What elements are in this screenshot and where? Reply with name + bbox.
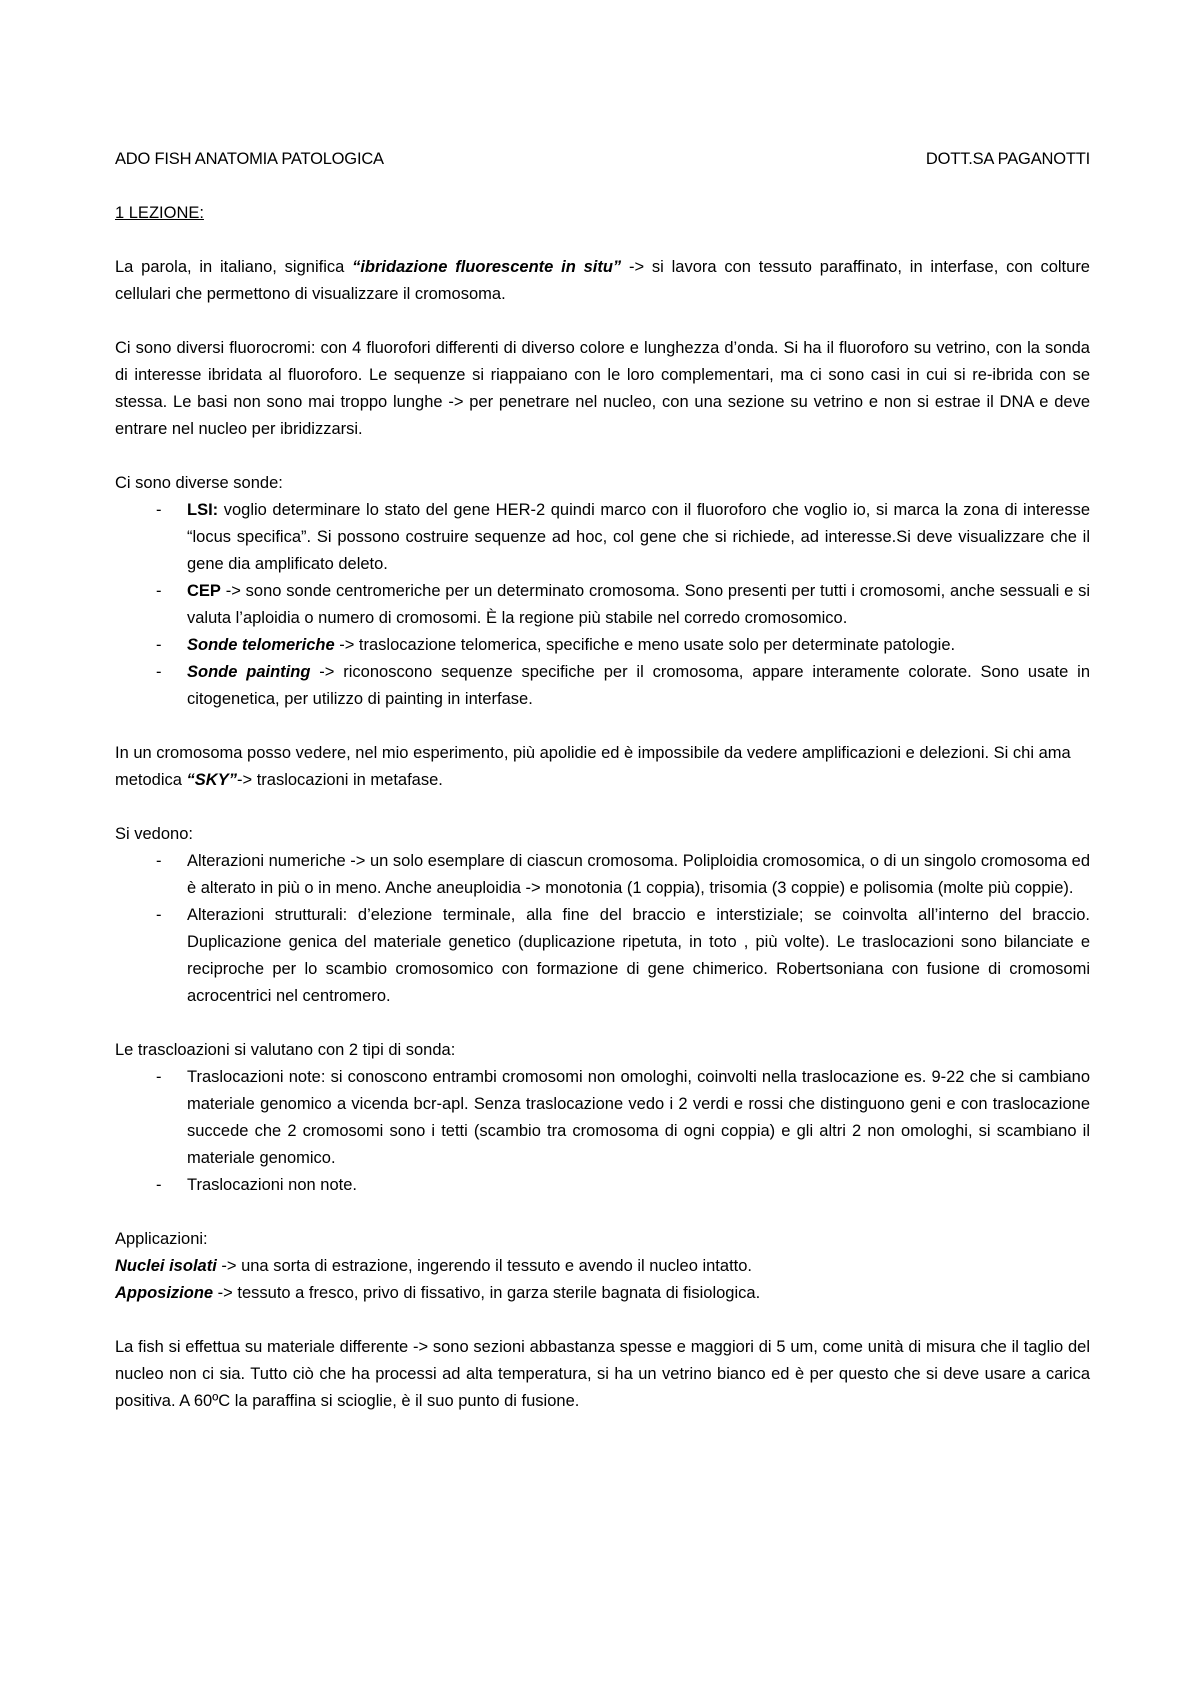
item-term: LSI: (187, 501, 219, 519)
list-item (115, 578, 1090, 632)
applicazione-line (115, 1280, 1090, 1307)
item-text: -> traslocazione telomerica, specifiche e meno usate solo per determinate patologie. (334, 636, 956, 654)
item-term: Apposizione (115, 1284, 214, 1302)
paragraph-intro (115, 254, 1090, 308)
item-term: Sonde telomeriche (187, 636, 335, 654)
course-title: ADO FISH ANATOMIA PATOLOGICA (115, 150, 384, 168)
emphasis-term: “ibridazione fluorescente in situ” (352, 258, 622, 276)
text-run: -> traslocazioni in metafase. (236, 771, 443, 789)
item-text: voglio determinare lo stato del gene HER-2 quindi marco con il fluoroforo che voglio io, si marca la zona di interesse “locus specifica”. Si possono costruire sequenze ad hoc, col gene che si richiede, ad interesse.Si deve visualizzare che il gene dia amplificato deleto. (187, 501, 1090, 573)
item-text: -> una sorta di estrazione, ingerendo il tessuto e avendo il nucleo intatto. (216, 1257, 752, 1275)
traslocazioni-list (115, 1064, 1090, 1199)
section-traslocazioni (115, 1037, 1090, 1199)
document-header (115, 146, 1090, 173)
list-item: - Alterazioni strutturali: d’elezione terminale, alla fine del braccio e interstiziale; se coinvolta all’interno del braccio. Duplicazione genica del materiale genetico (duplicazione ripetuta, in toto , più volte). Le traslocazioni sono bilanciate e reciproche per lo scambio cromosomico con formazione di gene chimerico. Robertsoniana con fusione di cromosomi acrocentrici nel centromero. (115, 902, 1090, 1010)
list-item (115, 632, 1090, 659)
vedono-list (115, 848, 1090, 1010)
list-item (115, 497, 1090, 578)
item-text: -> sono sonde centromeriche per un determinato cromosoma. Sono presenti per tutti i cromosomi, anche sessuali e si valuta l’aploidia o numero di cromosomi. È la regione più stabile nel corredo cromosomico. (187, 582, 1090, 627)
emphasis-term: “SKY” (186, 771, 237, 789)
applicazione-line (115, 1253, 1090, 1280)
list-item: - Alterazioni numeriche -> un solo esemplare di ciascun cromosoma. Poliploidia cromosomica, o di un singolo cromosoma ed è alterato in più o in meno. Anche aneuploidia -> monotonia (1 coppia), trisomia (3 coppie) e polisomia (molte più coppie). (115, 848, 1090, 902)
section-sonde (115, 470, 1090, 713)
section-vedono (115, 821, 1090, 1010)
item-term: Sonde painting (187, 663, 311, 681)
paragraph-sky (115, 740, 1090, 794)
sonde-list (115, 497, 1090, 713)
list-item: - Traslocazioni note: si conoscono entrambi cromosomi non omologhi, coinvolti nella traslocazione es. 9-22 che si cambiano materiale genomico a vicenda bcr-apl. Senza traslocazione vedo i 2 verdi e rossi che distinguono geni e con traslocazione succede che 2 cromosomi sono i tetti (scambio tra cromosoma di ogni coppia) e gli altri 2 non omologhi, si scambiano il materiale genomico. (115, 1064, 1090, 1172)
document-content (115, 146, 1090, 1415)
section-applicazioni (115, 1226, 1090, 1307)
professor-name: DOTT.SA PAGANOTTI (925, 150, 1090, 168)
section-heading: Le trascloazioni si valutano con 2 tipi di sonda: (115, 1041, 456, 1059)
item-text: -> tessuto a fresco, privo di fissativo, in garza sterile bagnata di fisiologica. (213, 1284, 761, 1302)
list-item: - Traslocazioni non note. (115, 1172, 1090, 1199)
section-heading: Applicazioni: (115, 1230, 208, 1248)
item-term: CEP (187, 582, 221, 600)
lesson-title: 1 LEZIONE: (115, 204, 204, 222)
list-item (115, 659, 1090, 713)
section-heading: Si vedono: (115, 825, 193, 843)
item-term: Nuclei isolati (115, 1257, 217, 1275)
text-run: La parola, in italiano, significa (115, 258, 353, 276)
section-heading: Ci sono diverse sonde: (115, 474, 283, 492)
paragraph-fluorocromi: Ci sono diversi fluorocromi: con 4 fluorofori differenti di diverso colore e lunghezza d’onda. Si ha il fluoroforo su vetrino, con la sonda di interesse ibridata al fluoroforo. Le sequenze si riappaiano con le loro complementari, ma ci sono casi in cui si re-ibrida con se stessa. Le basi non sono mai troppo lunghe -> per penetrare nel nucleo, con una sezione su vetrino e non si estrae il DNA e deve entrare nel nucleo per ibridizzarsi. (115, 339, 1090, 438)
item-text: -> riconoscono sequenze specifiche per il cromosoma, appare interamente colorate. Sono usate in citogenetica, per utilizzo di painting in interfase. (187, 663, 1090, 708)
paragraph-materiale: La fish si effettua su materiale differente -> sono sezioni abbastanza spesse e maggiori di 5 um, come unità di misura che il taglio del nucleo non ci sia. Tutto ciò che ha processi ad alta temperatura, si ha un vetrino bianco ed è per questo che si deve usare a carica positiva. A 60ºC la paraffina si scioglie, è il suo punto di fusione. (115, 1338, 1090, 1410)
text-run: -> si lavora con tessuto paraffinato, in interfase, con colture cellulari che permettono di visualizzare il cromosoma. (115, 258, 1090, 303)
text-run: In un cromosoma posso vedere, nel mio esperimento, più apolidie ed è impossibile da vedere amplificazioni e delezioni. Si chi ama metodica (115, 744, 1071, 789)
